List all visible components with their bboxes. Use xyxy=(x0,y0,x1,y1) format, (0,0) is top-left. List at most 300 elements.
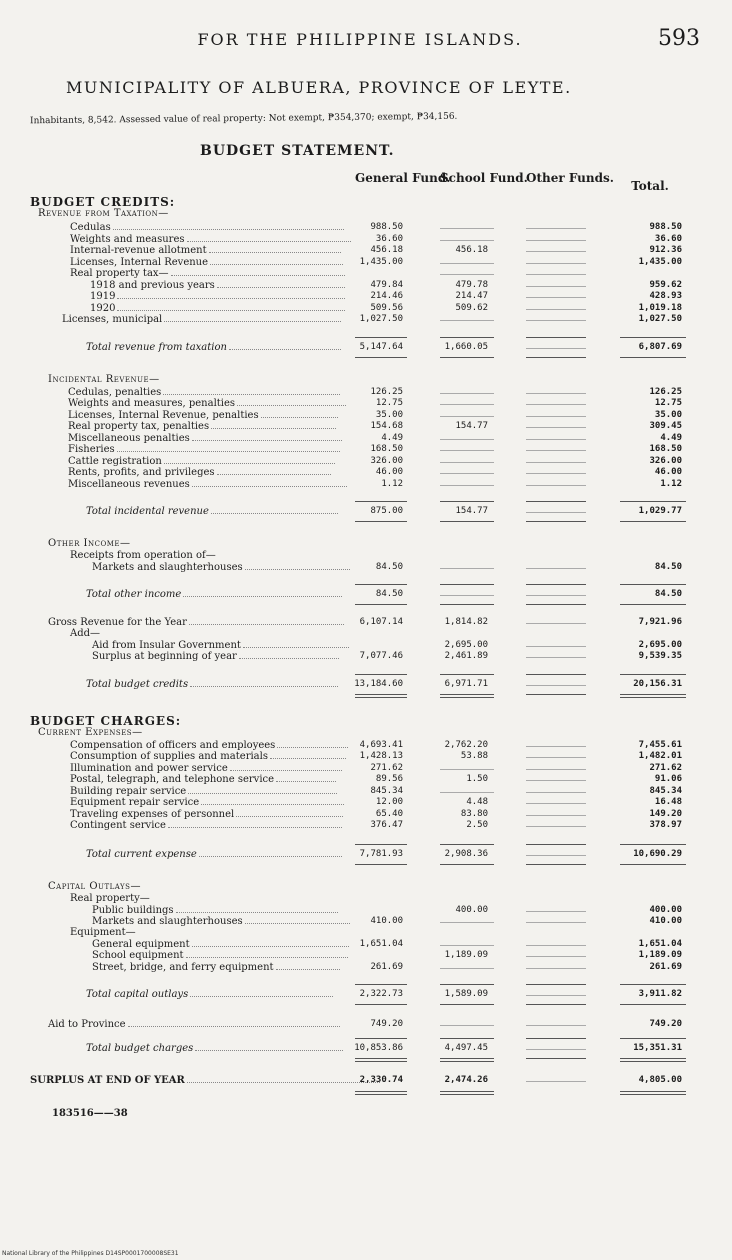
rule-line xyxy=(440,357,494,358)
empty-cell-dash xyxy=(440,462,494,463)
total-incidental-label xyxy=(86,505,338,517)
incidental-row-label xyxy=(68,466,331,478)
revenue-row-label xyxy=(70,267,345,279)
total-budget-credits-general: 13,184.60 xyxy=(354,678,403,689)
equipment-row-general: 261.69 xyxy=(370,961,403,972)
empty-cell-dash xyxy=(440,922,494,923)
leader-dots xyxy=(183,588,341,597)
empty-cell-dash xyxy=(440,568,494,569)
revenue-row-general: 479.84 xyxy=(370,279,403,290)
current-expense-row-text: Building repair service xyxy=(70,785,187,797)
revenue-row-total: 1,019.18 xyxy=(638,302,682,313)
revenue-row-general: 1,435.00 xyxy=(359,256,403,267)
total-budget-credits-text: Total budget credits xyxy=(86,678,189,690)
add-row-label xyxy=(92,650,339,662)
current-expense-row-text: Equipment repair service xyxy=(70,797,200,808)
incidental-row-general: 154.68 xyxy=(370,421,403,431)
add-row-label xyxy=(92,639,349,651)
leader-dots xyxy=(189,616,344,625)
rule-line xyxy=(526,357,586,358)
rule-line xyxy=(440,674,494,675)
empty-cell-dash xyxy=(526,780,586,781)
current-expense-row-school: 83.80 xyxy=(460,808,488,819)
empty-cell-dash xyxy=(526,1025,586,1026)
empty-cell-dash xyxy=(440,769,494,770)
rule-line xyxy=(526,501,586,502)
page-number: 593 xyxy=(658,26,700,51)
current-expense-row-school: 2.50 xyxy=(466,820,488,830)
empty-cell-dash xyxy=(526,815,586,816)
total-current-expense-school: 2,908.36 xyxy=(444,848,488,859)
incidental-row-general: 46.00 xyxy=(375,467,403,477)
empty-cell-dash xyxy=(526,746,586,747)
rule-line xyxy=(620,844,686,845)
rule-line xyxy=(355,1091,407,1092)
leader-dots xyxy=(277,739,347,748)
rule-line xyxy=(440,844,494,845)
rule-line xyxy=(355,1004,407,1005)
empty-cell-dash xyxy=(526,473,586,474)
incidental-row-text: Weights and measures, penalties xyxy=(68,398,236,409)
revenue-row-total: 1,027.50 xyxy=(638,314,682,324)
print-code: 183516——38 xyxy=(52,1108,128,1119)
empty-cell-dash xyxy=(440,393,494,394)
leader-dots xyxy=(270,750,346,759)
revenue-row-text: Real property tax— xyxy=(70,268,169,279)
revenue-row-text: Weights and measures xyxy=(70,233,185,245)
incidental-row-total: 4.49 xyxy=(660,432,682,443)
incidental-row-total: 35.00 xyxy=(654,409,682,420)
rule-line xyxy=(526,844,586,845)
incidental-row-general: 126.25 xyxy=(370,386,403,397)
aid-to-province-label xyxy=(48,1018,340,1030)
total-current-expense-text: Total current expense xyxy=(86,848,197,860)
budget-statement-title: BUDGET STATEMENT. xyxy=(200,143,395,159)
add-row-text: Surplus at beginning of year xyxy=(92,651,237,662)
rule-line xyxy=(440,1004,494,1005)
revenue-row-text: 1919 xyxy=(90,291,116,302)
empty-cell-dash xyxy=(526,657,586,658)
incidental-row-general: 168.50 xyxy=(370,444,403,454)
current-expense-row-total: 845.34 xyxy=(649,785,682,796)
revenue-row-total: 36.60 xyxy=(654,233,682,244)
empty-cell-dash xyxy=(526,922,586,923)
revenue-row-text: 1920 xyxy=(90,302,116,314)
empty-cell-dash xyxy=(526,803,586,804)
gross-revenue-school: 1,814.82 xyxy=(444,616,488,627)
empty-cell-dash xyxy=(440,228,494,229)
empty-cell-dash xyxy=(526,1081,586,1082)
total-other-income-general: 84.50 xyxy=(375,588,403,599)
current-expense-row-total: 7,455.61 xyxy=(638,739,682,750)
leader-dots xyxy=(199,848,342,857)
empty-cell-dash xyxy=(526,393,586,394)
leader-dots xyxy=(201,796,344,805)
incidental-row-total: 326.00 xyxy=(649,455,682,466)
leader-dots xyxy=(187,233,351,242)
rule-line xyxy=(440,694,494,695)
leader-dots xyxy=(210,256,343,265)
incidental-row-text: Fisheries xyxy=(68,444,115,455)
revenue-row-total: 959.62 xyxy=(649,279,682,290)
empty-cell-dash xyxy=(526,251,586,252)
current-expense-row-text: Consumption of supplies and materials xyxy=(70,751,268,762)
incidental-row-label xyxy=(68,455,335,467)
incidental-row-total: 126.25 xyxy=(649,386,682,397)
rule-line xyxy=(355,357,407,358)
leader-dots xyxy=(211,420,335,429)
incidental-row-text: Licenses, Internal Revenue, penalties xyxy=(68,409,259,421)
rule-line xyxy=(355,1094,407,1095)
empty-cell-dash xyxy=(440,320,494,321)
equipment-row-label xyxy=(92,961,340,973)
revenue-row-general: 456.18 xyxy=(370,245,403,255)
empty-cell-dash xyxy=(440,485,494,486)
rule-line xyxy=(440,1061,494,1062)
total-other-income-text: Total other income xyxy=(86,588,182,600)
rule-line xyxy=(526,604,586,605)
empty-cell-dash xyxy=(440,416,494,417)
current-expense-row-general: 65.40 xyxy=(375,808,403,819)
leader-dots xyxy=(186,949,349,958)
leader-dots xyxy=(164,313,341,322)
revenue-row-school: 456.18 xyxy=(455,245,488,255)
total-budget-charges-label xyxy=(86,1042,343,1054)
incidental-row-label xyxy=(68,420,336,432)
incidental-row-label xyxy=(68,432,342,444)
empty-cell-dash xyxy=(526,462,586,463)
empty-cell-dash xyxy=(440,945,494,946)
gross-revenue-text: Gross Revenue for the Year xyxy=(48,616,187,628)
total-budget-credits-label xyxy=(86,678,338,690)
leader-dots xyxy=(117,302,344,311)
rule-line xyxy=(620,584,686,585)
leader-dots xyxy=(209,244,342,253)
rule-line xyxy=(355,844,407,845)
current-expense-row-text: Illumination and power service xyxy=(70,762,228,774)
rule-line xyxy=(440,501,494,502)
rule-line xyxy=(355,501,407,502)
rule-line xyxy=(526,1058,586,1059)
current-expense-row-general: 1,428.13 xyxy=(359,751,403,761)
rule-line xyxy=(620,337,686,338)
empty-cell-dash xyxy=(526,263,586,264)
equipment-row-text: School equipment xyxy=(92,950,184,961)
rule-line xyxy=(620,1094,686,1095)
revenue-row-text: Cedulas xyxy=(70,222,111,233)
revenue-row-label xyxy=(90,302,345,314)
aid-to-province-text: Aid to Province xyxy=(48,1019,126,1030)
leader-dots xyxy=(192,432,342,441)
total-current-expense-total: 10,690.29 xyxy=(633,848,682,859)
leader-dots xyxy=(176,904,339,913)
inhabitants-line: Inhabitants, 8,542. Assessed value of real property: Not exempt, ₱354,370; exempt, ₱34,156. xyxy=(29,111,458,127)
current-expense-row-label xyxy=(70,762,342,774)
leader-dots xyxy=(276,961,340,970)
incidental-row-total: 309.45 xyxy=(649,421,682,431)
equipment-row-general: 1,651.04 xyxy=(359,938,403,949)
empty-cell-dash xyxy=(526,439,586,440)
col-total: Total. xyxy=(631,179,669,193)
rule-line xyxy=(526,1038,586,1039)
incidental-row-school: 154.77 xyxy=(455,421,488,431)
capital-row-label xyxy=(92,904,338,916)
empty-cell-dash xyxy=(526,512,586,513)
current-expense-row-general: 376.47 xyxy=(370,820,403,830)
total-current-expense-label xyxy=(86,848,342,860)
current-expense-row-school: 53.88 xyxy=(460,751,488,761)
empty-cell-dash xyxy=(440,595,494,596)
budget-charges-heading: BUDGET CHARGES: xyxy=(30,713,182,728)
incidental-row-text: Miscellaneous revenues xyxy=(68,478,190,490)
empty-cell-dash xyxy=(440,404,494,405)
current-expense-row-total: 1,482.01 xyxy=(638,751,682,761)
current-expense-row-total: 149.20 xyxy=(649,808,682,819)
capital-row-text: Markets and slaughterhouses xyxy=(92,916,243,927)
current-expense-row-school: 4.48 xyxy=(466,797,488,807)
add-row-text: Aid from Insular Government xyxy=(92,639,241,651)
surplus-row-label xyxy=(30,1074,380,1086)
surplus-row-general: 2,330.74 xyxy=(359,1075,403,1085)
revenue-row-general: 988.50 xyxy=(370,222,403,232)
current-expense-row-school: 2,762.20 xyxy=(444,739,488,750)
equipment-row-text: Street, bridge, and ferry equipment xyxy=(92,961,274,973)
rule-line xyxy=(526,1004,586,1005)
rule-line xyxy=(440,1058,494,1059)
rule-line xyxy=(355,604,407,605)
equipment-row-total: 261.69 xyxy=(649,961,682,972)
col-general: General Fund. xyxy=(355,171,451,185)
incidental-row-text: Real property tax, penalties xyxy=(68,421,210,432)
revenue-row-label xyxy=(70,256,343,268)
leader-dots xyxy=(237,397,346,406)
empty-cell-dash xyxy=(526,228,586,229)
rule-line xyxy=(355,1061,407,1062)
rule-line xyxy=(440,1091,494,1092)
rule-line xyxy=(526,864,586,865)
total-taxation-total: 6,807.69 xyxy=(638,341,682,352)
current-expense-row-total: 378.97 xyxy=(649,820,682,830)
leader-dots xyxy=(171,267,345,276)
revenue-row-label xyxy=(70,233,351,245)
current-expense-row-text: Postal, telegraph, and telephone service xyxy=(70,774,275,785)
rule-line xyxy=(526,674,586,675)
rule-line xyxy=(440,584,494,585)
current-expense-row-general: 271.62 xyxy=(370,762,403,773)
incidental-row-general: 326.00 xyxy=(370,455,403,466)
col-school: School Fund. xyxy=(440,171,528,185)
empty-cell-dash xyxy=(526,646,586,647)
revenue-row-general: 214.46 xyxy=(370,291,403,301)
total-taxation-school: 1,660.05 xyxy=(444,341,488,352)
rule-line xyxy=(440,604,494,605)
rule-line xyxy=(355,697,407,698)
equipment-row-text: General equipment xyxy=(92,938,190,950)
real-property-sub: Real property— xyxy=(70,892,150,904)
leader-dots xyxy=(190,988,333,997)
total-capital-outlays-text: Total capital outlays xyxy=(86,989,189,1000)
empty-cell-dash xyxy=(526,595,586,596)
empty-cell-dash xyxy=(440,439,494,440)
empty-cell-dash xyxy=(526,485,586,486)
leader-dots xyxy=(261,409,339,418)
aid-to-province-total: 749.20 xyxy=(649,1019,682,1029)
revenue-row-total: 912.36 xyxy=(649,245,682,255)
incidental-row-general: 35.00 xyxy=(375,409,403,420)
empty-cell-dash xyxy=(440,450,494,451)
capital-outlays-heading: Capital Outlays— xyxy=(48,880,141,892)
leader-dots xyxy=(164,455,335,464)
current-expense-row-general: 4,693.41 xyxy=(359,739,403,750)
incidental-row-label xyxy=(68,397,346,409)
rule-line xyxy=(355,1058,407,1059)
empty-cell-dash xyxy=(526,286,586,287)
rule-line xyxy=(526,584,586,585)
leader-dots xyxy=(117,443,340,452)
leader-dots xyxy=(117,290,344,299)
total-budget-credits-school: 6,971.71 xyxy=(444,678,488,689)
rule-line xyxy=(620,674,686,675)
total-other-income-total: 84.50 xyxy=(654,588,682,599)
leader-dots xyxy=(245,561,351,570)
leader-dots xyxy=(168,819,342,828)
rule-line xyxy=(440,864,494,865)
receipts-sub: Receipts from operation of— xyxy=(70,550,216,561)
revenue-row-text: Internal-revenue allotment xyxy=(70,245,207,256)
revenue-row-label xyxy=(70,244,341,256)
total-other-income-label xyxy=(86,588,342,600)
leader-dots xyxy=(239,650,339,659)
rule-line xyxy=(355,694,407,695)
other-income-row-general: 84.50 xyxy=(375,562,403,572)
rule-line xyxy=(355,674,407,675)
surplus-row-school: 2,474.26 xyxy=(444,1075,488,1085)
current-expense-row-text: Compensation of officers and employees xyxy=(70,739,276,751)
rule-line xyxy=(620,694,686,695)
incidental-row-total: 168.50 xyxy=(649,444,682,454)
revenue-row-general: 509.56 xyxy=(370,302,403,313)
leader-dots xyxy=(211,505,338,514)
incidental-row-label xyxy=(68,409,338,421)
leader-dots xyxy=(236,808,343,817)
current-expense-row-general: 89.56 xyxy=(375,774,403,784)
rule-line xyxy=(526,521,586,522)
leader-dots xyxy=(230,762,342,771)
rule-line xyxy=(620,1004,686,1005)
rule-line xyxy=(526,984,586,985)
col-other: Other Funds. xyxy=(526,171,614,185)
empty-cell-dash xyxy=(440,968,494,969)
total-taxation-general: 5,147.64 xyxy=(359,341,403,352)
rule-line xyxy=(620,521,686,522)
add-row-general: 7,077.46 xyxy=(359,651,403,661)
current-expense-row-total: 16.48 xyxy=(654,797,682,807)
aid-to-province-general: 749.20 xyxy=(370,1019,403,1029)
empty-cell-dash xyxy=(526,945,586,946)
current-expense-row-label xyxy=(70,808,343,820)
rule-line xyxy=(620,864,686,865)
capital-row-general: 410.00 xyxy=(370,916,403,926)
page-title: FOR THE PHILIPPINE ISLANDS. xyxy=(197,30,523,49)
total-budget-charges-text: Total budget charges xyxy=(86,1043,194,1054)
rule-line xyxy=(620,1058,686,1059)
total-budget-charges-school: 4,497.45 xyxy=(444,1043,488,1053)
leader-dots xyxy=(217,466,331,475)
empty-cell-dash xyxy=(526,348,586,349)
empty-cell-dash xyxy=(526,855,586,856)
total-budget-charges-general: 10,853.86 xyxy=(354,1043,403,1053)
empty-cell-dash xyxy=(526,240,586,241)
incidental-row-general: 12.75 xyxy=(375,398,403,408)
revenue-row-school: 479.78 xyxy=(455,279,488,290)
current-expense-row-label xyxy=(70,739,348,751)
incidental-heading: Incidental Revenue— xyxy=(48,373,160,385)
incidental-row-text: Cedulas, penalties xyxy=(68,386,162,398)
incidental-row-general: 1.12 xyxy=(381,478,403,489)
current-expenses-heading: Current Expenses— xyxy=(38,726,143,738)
rule-line xyxy=(620,604,686,605)
add-row-school: 2,695.00 xyxy=(444,639,488,650)
total-incidental-school: 154.77 xyxy=(455,506,488,516)
gross-revenue-total: 7,921.96 xyxy=(638,616,682,627)
rule-line xyxy=(526,694,586,695)
current-expense-row-label xyxy=(70,773,336,785)
rule-line xyxy=(355,521,407,522)
revenue-row-label xyxy=(90,279,345,291)
revenue-row-total: 988.50 xyxy=(649,222,682,232)
gross-revenue-label xyxy=(48,616,344,628)
empty-cell-dash xyxy=(526,309,586,310)
total-budget-credits-total: 20,156.31 xyxy=(633,678,682,689)
empty-cell-dash xyxy=(440,274,494,275)
total-capital-outlays-school: 1,589.09 xyxy=(444,989,488,999)
incidental-row-label xyxy=(68,478,347,490)
leader-dots xyxy=(276,773,336,782)
current-expense-row-text: Traveling expenses of personnel xyxy=(70,808,235,820)
leader-dots xyxy=(245,915,351,924)
rule-line xyxy=(620,501,686,502)
empty-cell-dash xyxy=(526,297,586,298)
equipment-sub: Equipment— xyxy=(70,926,136,938)
empty-cell-dash xyxy=(440,263,494,264)
rule-line xyxy=(440,1094,494,1095)
gross-revenue-general: 6,107.14 xyxy=(359,616,403,627)
add-row-total: 2,695.00 xyxy=(638,639,682,650)
rule-line xyxy=(355,864,407,865)
revenue-row-text: Licenses, Internal Revenue xyxy=(70,256,209,268)
leader-dots xyxy=(187,1074,381,1083)
empty-cell-dash xyxy=(440,1025,494,1026)
empty-cell-dash xyxy=(526,568,586,569)
empty-cell-dash xyxy=(440,240,494,241)
empty-cell-dash xyxy=(526,968,586,969)
current-expense-row-label xyxy=(70,750,346,762)
leader-dots xyxy=(163,386,339,395)
total-incidental-text: Total incidental revenue xyxy=(86,506,209,517)
empty-cell-dash xyxy=(526,956,586,957)
empty-cell-dash xyxy=(526,450,586,451)
incidental-row-total: 12.75 xyxy=(654,398,682,408)
incidental-row-text: Cattle registration xyxy=(68,455,162,467)
current-expense-row-label xyxy=(70,796,344,808)
footer-credit: National Library of the Philippines D14SP0001700008SE31 xyxy=(2,1250,179,1257)
leader-dots xyxy=(192,938,350,947)
empty-cell-dash xyxy=(526,911,586,912)
other-income-row-total: 84.50 xyxy=(654,562,682,572)
revenue-row-text: Licenses, municipal xyxy=(62,314,163,325)
empty-cell-dash xyxy=(526,623,586,624)
municipality-title: MUNICIPALITY OF ALBUERA, PROVINCE OF LEYTE. xyxy=(66,78,572,97)
